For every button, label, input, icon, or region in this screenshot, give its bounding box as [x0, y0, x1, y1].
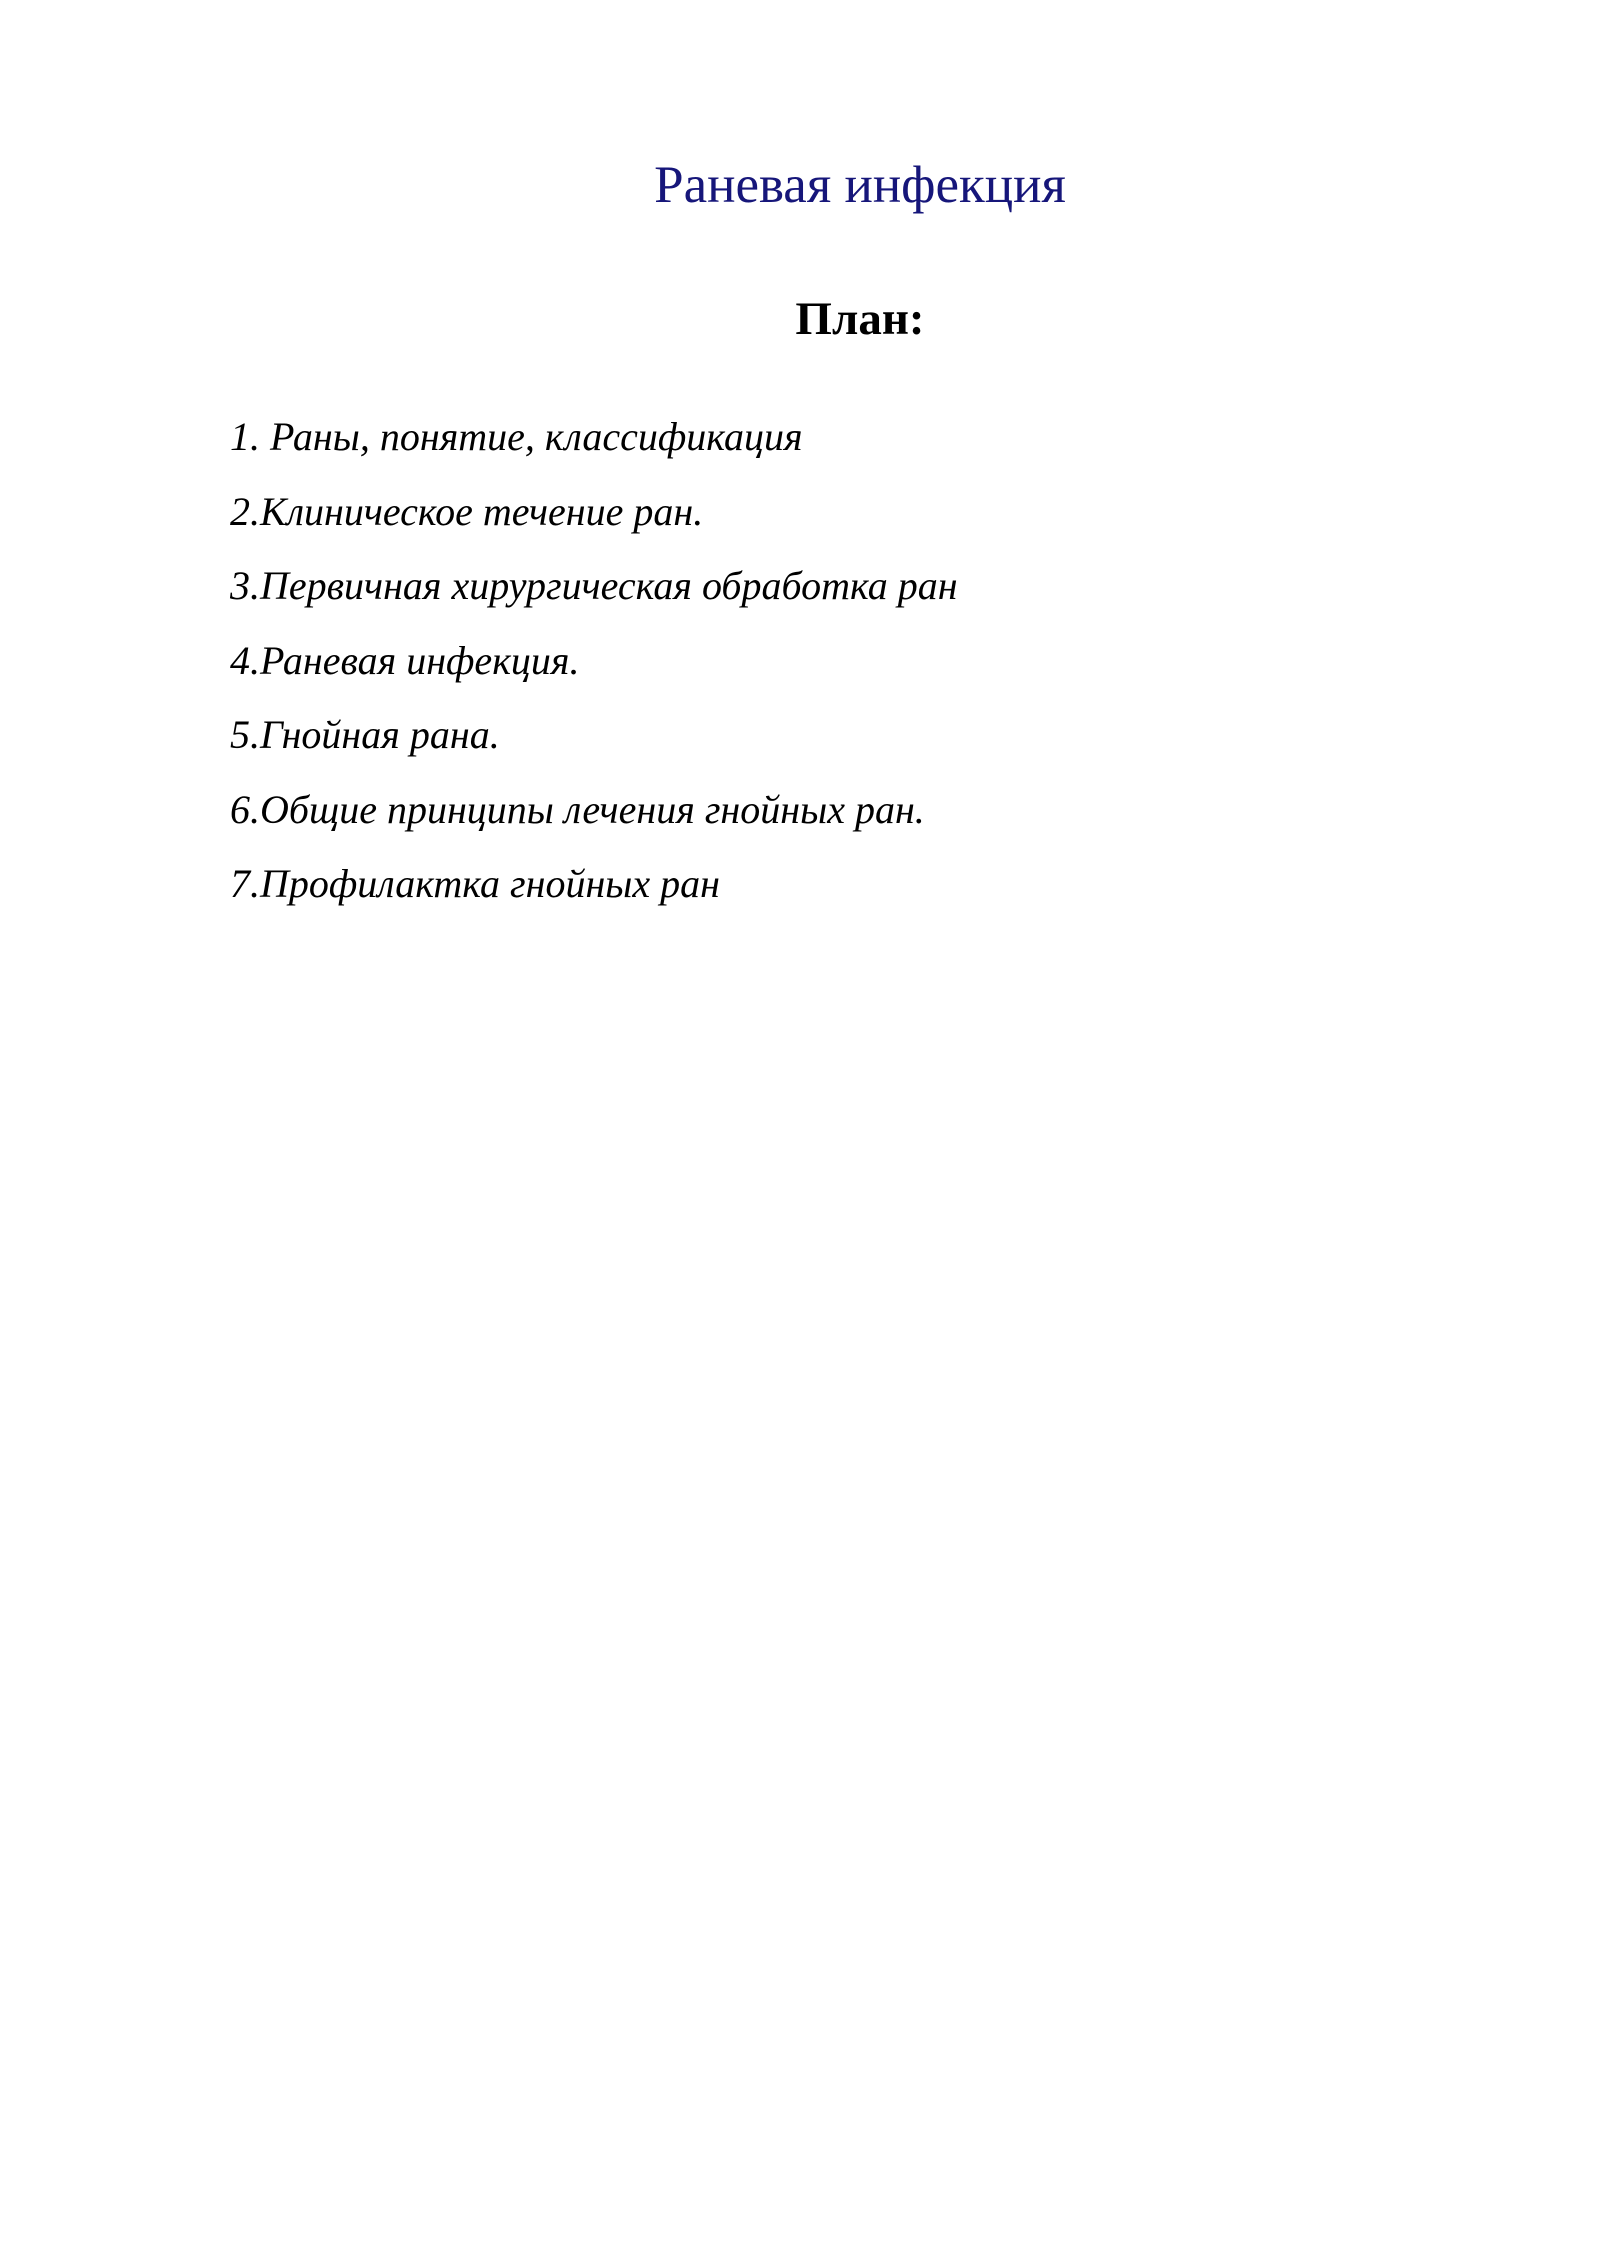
plan-item: 7.Профилактка гнойных ран: [230, 861, 720, 906]
plan-list: [230, 400, 958, 922]
plan-item: 4.Раневая инфекция.: [230, 637, 580, 683]
plan-heading: План:: [795, 293, 925, 345]
plan-item: 3.Первичная хирургическая обработка ран: [230, 563, 958, 608]
document-title: Раневая инфекция: [654, 156, 1066, 214]
plan-item: 6.Общие принципы лечения гнойных ран.: [230, 786, 925, 832]
plan-item: 5.Гнойная рана.: [230, 712, 500, 757]
plan-item: 1. Раны, понятие, классификация: [230, 414, 803, 459]
plan-item: 2.Клиническое течение ран.: [230, 488, 704, 534]
